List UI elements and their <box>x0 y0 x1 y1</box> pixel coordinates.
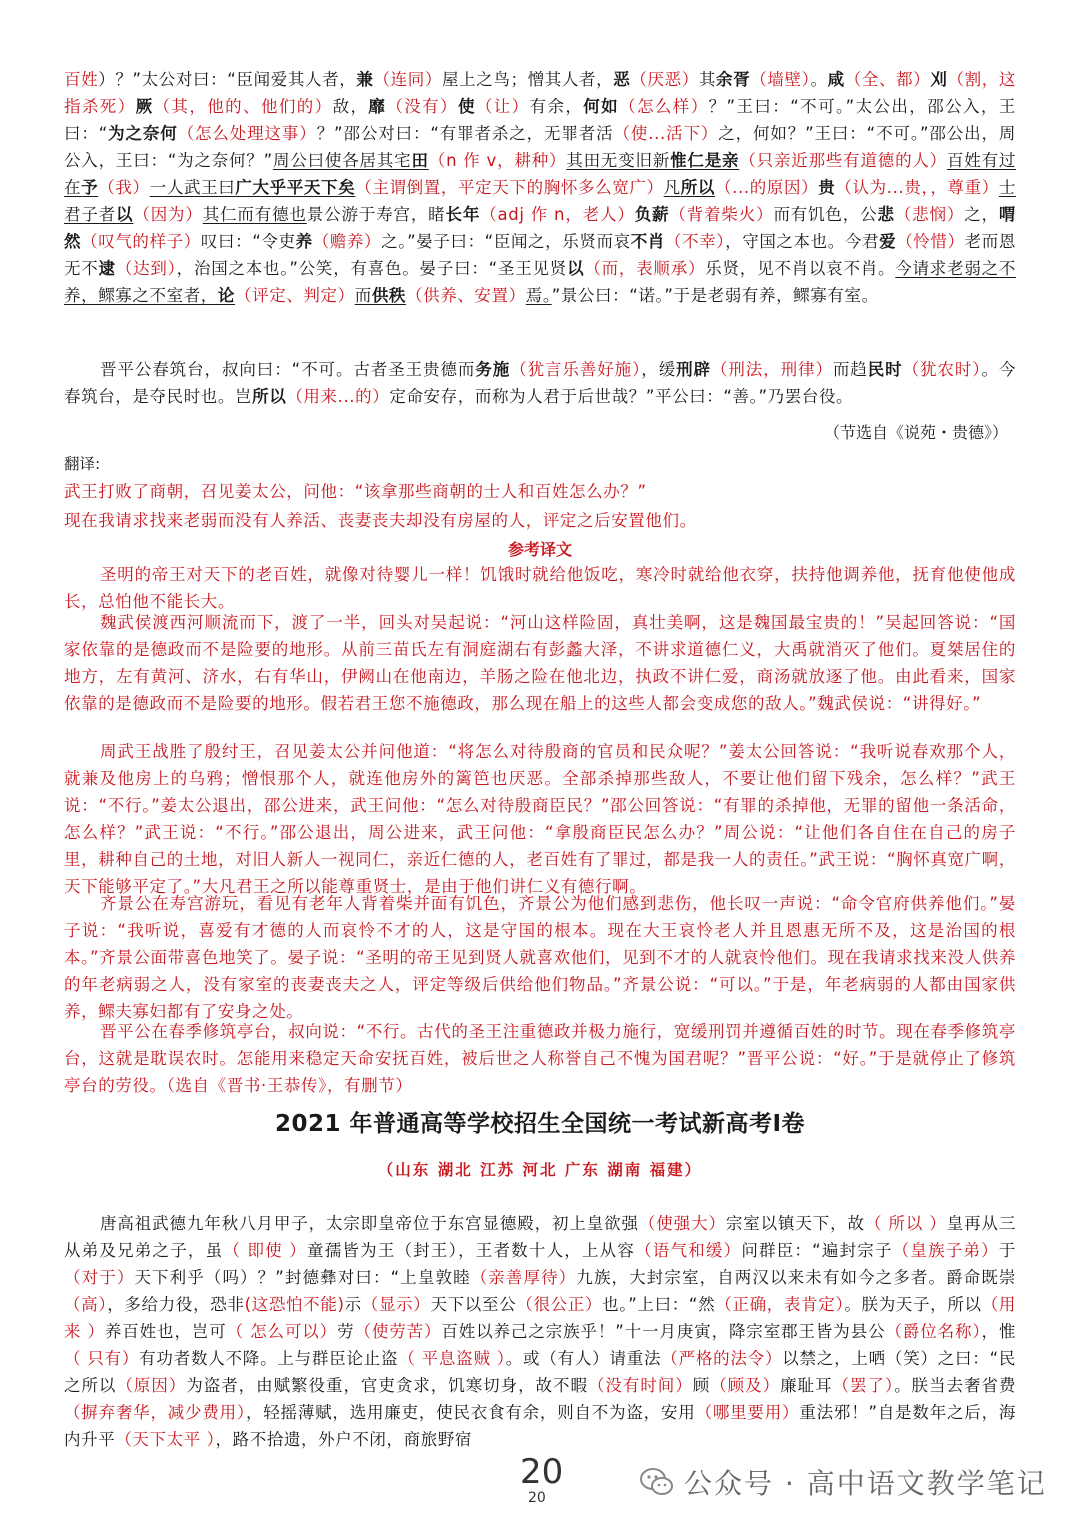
p3-segment: （爵位名称） <box>885 1322 982 1341</box>
p1-segment: 长年 <box>445 205 481 224</box>
p1-segment: （只亲近那些有道德的人） <box>739 151 947 170</box>
exam-title: 2021 年普通高等学校招生全国统一考试新高考Ⅰ卷 <box>274 1111 806 1137</box>
p3-segment: （ 即使 ） <box>223 1241 308 1260</box>
p1-segment: 爱 <box>879 232 897 251</box>
p1-segment: （连同） <box>373 70 442 89</box>
p3-segment: （原因） <box>116 1376 187 1395</box>
ref-paragraph-4: 齐景公在寿宫游玩，看见有老年人背着柴并面有饥色，齐景公为他们感到悲伤，他长叹一声说：“命令官府供养他们。”晏子说：“我听说，喜爱有才德的人而哀怜不才的人，这是守国的根本。现在大王哀怜老人并且恩惠无所不及，这是治国的根本。”齐景公面带喜色地笑了。晏子说：“圣明的帝王见到贤人就喜欢他们，见到不才的人就哀怜他们。现在我请求找来没人供养的年老病弱之人，没有家室的丧妻丧夫之人，评定等级后供给他们物品。”齐景公说：“可以。”于是，年老病弱的人都由国家供养，鳏夫寡妇都有了安身之处。 <box>64 894 1016 1021</box>
p1-segment: ，治国之本也。”公笑，有喜色。晏子曰：“圣王见贤 <box>176 259 568 278</box>
p3-segment: （哪里要用） <box>695 1403 800 1422</box>
p3-segment: 劳 <box>337 1322 355 1341</box>
p1-segment: 所以 <box>680 178 716 197</box>
p1-segment: （供养、安置） <box>406 286 526 305</box>
p1-segment: 恶 <box>613 70 631 89</box>
p3-segment: 。或（有人）请重法 <box>505 1349 662 1368</box>
p1-segment: 为之奈何 <box>107 124 178 143</box>
p1-segment: （因为） <box>133 205 203 224</box>
p1-segment: 其 <box>698 70 716 89</box>
p1-segment: 贵 <box>818 178 836 197</box>
p1-segment: 周公曰使各居其宅 <box>272 151 412 170</box>
p3-segment: 皇再从三从弟及兄弟之子，虽 <box>64 1214 1016 1260</box>
p1-segment: （叹气的样子） <box>81 232 201 251</box>
p1-segment: ？”邵公对曰：“有罪者杀之，无罪者活 <box>316 124 614 143</box>
p1-segment: 叹曰：“令吏 <box>200 232 296 251</box>
p1-segment: 惟仁是亲 <box>670 151 740 170</box>
page-number-small: 20 <box>528 1490 546 1506</box>
p1-segment: （怎么样） <box>619 97 709 116</box>
p2-segment: （刑法，刑律） <box>710 360 833 379</box>
p1-segment: ？”王曰：“不可。”太公出，邵公入，王曰：“ <box>64 97 1016 143</box>
p3-segment: 。朕当去奢省费 <box>894 1376 1016 1395</box>
p3-segment: （使强大） <box>638 1214 726 1233</box>
p2-segment: 而趋 <box>832 360 868 379</box>
p1-segment: 咸 <box>827 70 845 89</box>
p3-segment: （高） <box>64 1295 108 1314</box>
p2-segment: 所以 <box>252 387 287 406</box>
p2-segment: 晋平公春筑台，叔向曰：“不可。古者圣王贵德而 <box>100 360 476 379</box>
p3-segment: 于 <box>998 1241 1016 1260</box>
p1-segment: 负薪 <box>634 205 670 224</box>
p1-segment: 余胥 <box>715 70 751 89</box>
p1-segment: 乐贤，见不肖以哀不肖。 <box>705 259 896 278</box>
reference-translation-title: 参考译文 <box>507 540 572 559</box>
p1-segment: 之。”晏子曰：“臣闻之，乐贤而哀 <box>381 232 631 251</box>
p1-segment: （怎么处理这事） <box>177 124 317 143</box>
p1-segment: （...的原因） <box>715 178 819 197</box>
p1-segment: 厥 <box>135 97 154 116</box>
p1-segment: 不肖 <box>630 232 665 251</box>
p1-segment: 使 <box>457 97 476 116</box>
p3-segment: （正确，表肯定） <box>715 1295 845 1314</box>
p1-segment: （不幸） <box>664 232 726 251</box>
p1-segment: （主谓倒置，平定天下的胸怀多么宽广） <box>355 178 664 197</box>
p1-segment: 而有饥色，公 <box>773 205 878 224</box>
p1-segment: 景公游于寿宫，睹 <box>306 205 446 224</box>
p1-segment: 刈 <box>930 70 948 89</box>
p1-segment: （而，表顺承） <box>584 259 706 278</box>
watermark-text: 公众号 · 高中语文教学笔记 <box>684 1467 1047 1500</box>
p1-segment: 敌， <box>332 97 369 116</box>
p1-segment: （adj 作 n，老人） <box>480 205 635 224</box>
p1-segment: 一人武王曰 <box>149 178 236 197</box>
p1-segment: 广大乎平天下矣 <box>235 178 356 197</box>
p1-segment: （赡养） <box>312 232 382 251</box>
p1-segment: 喟然 <box>64 205 1016 251</box>
p3-segment: （ 所以 ） <box>864 1214 947 1233</box>
p1-segment: 之， <box>964 205 999 224</box>
p3-segment: （使劳苦） <box>354 1322 442 1341</box>
p1-segment: 靡 <box>368 97 387 116</box>
p3-segment: 重法邪！”自是数年之后，海内升平 <box>64 1403 1016 1449</box>
p3-segment: 示 <box>344 1295 362 1314</box>
p3-segment: (这恐怕不能) <box>244 1295 345 1314</box>
p1-segment: 以 <box>116 205 134 224</box>
p1-segment: 逮 <box>98 259 116 278</box>
p3-segment: （显示） <box>361 1295 431 1314</box>
classical-text-paragraph-2 <box>64 356 1016 410</box>
p3-segment: （皇族子弟） <box>892 1241 999 1260</box>
p1-segment: （认为...贵，，尊重） <box>835 178 999 197</box>
p3-segment: （严格的法令） <box>661 1349 783 1368</box>
p3-segment: 也。”上曰：“然 <box>602 1295 716 1314</box>
p1-segment: 而 <box>354 286 372 305</box>
p3-segment: 有功者数人不降。上与群臣论止盗 <box>139 1349 399 1368</box>
p3-segment: 以禁之，上哂（笑）之曰：“民之所以 <box>64 1349 1017 1395</box>
p1-segment: （没有） <box>386 97 458 116</box>
p3-segment: ，轻摇薄赋，选用廉吏，使民衣食有余，则自不为盗，安用 <box>245 1403 696 1422</box>
ref-paragraph-5: 晋平公在春季修筑亭台，叔向说：“不行。古代的圣王注重德政并极力施行，宽缓刑罚并遵循百姓的时节。现在春季修筑亭台，这就是耽误农时。怎能用来稳定天命安抚百姓，被后世之人称誉自己不愧为国君呢？”晋平公说：“好。”于是就停止了修筑亭台的劳役。（选自《晋书·王恭传》，有删节） <box>64 1022 1016 1095</box>
p1-segment: （我） <box>98 178 150 197</box>
p2-segment: 定命安存，而称为人君于后世哉？”平公曰：“善。”乃罢台役。 <box>389 387 854 406</box>
p1-segment: 论 <box>217 286 236 305</box>
p3-segment: （语气和缓） <box>635 1241 742 1260</box>
p1-segment: （厌恶） <box>630 70 699 89</box>
p3-segment: （天下太平 ） <box>115 1430 216 1449</box>
p3-segment: （对于） <box>64 1268 135 1287</box>
p3-segment: 天下以至公 <box>430 1295 517 1314</box>
p1-segment: 悲 <box>877 205 895 224</box>
source-citation: （节选自《说苑・贵德》） <box>823 423 1008 442</box>
p1-segment: 今请求老弱之不养，鳏寡之不室者， <box>64 259 1017 305</box>
p3-segment: （ 平息盗贼 ） <box>398 1349 506 1368</box>
p1-segment: ）？”太公对曰：“臣闻爱其人者， <box>98 70 357 89</box>
translation-line-2: 现在我请求找来老弱而没有人养活、丧妻丧夫却没有房屋的人，评定之后安置他们。 <box>64 511 697 530</box>
p3-segment: （很公正） <box>516 1295 603 1314</box>
p2-segment: 刑辟 <box>676 360 711 379</box>
p1-segment: （悲悯） <box>894 205 965 224</box>
p3-segment: 。朕为天子，所以 <box>844 1295 982 1314</box>
p1-segment: 予 <box>81 178 99 197</box>
p1-segment: 养 <box>295 232 313 251</box>
p3-segment: （ 怎么可以） <box>226 1322 338 1341</box>
p1-segment: ”景公曰：“诺。”于是老弱有养，鳏寡有室。 <box>551 286 879 305</box>
classical-text-paragraph-1 <box>64 66 1016 309</box>
p1-segment: 焉。 <box>525 286 552 305</box>
p1-segment: （背着柴火） <box>669 205 774 224</box>
p1-segment: 士君子者 <box>64 178 1016 224</box>
p2-segment: 务施 <box>475 360 511 379</box>
p3-segment: （罢了） <box>832 1376 895 1395</box>
p3-segment: 九族，大封宗室，自两汉以来未有如今之多者。爵命既崇 <box>576 1268 1017 1287</box>
p1-segment: 兼 <box>356 70 374 89</box>
p1-segment: 田 <box>411 151 429 170</box>
p3-segment: 问群臣：“遍封宗子 <box>741 1241 893 1260</box>
p1-segment: 凡 <box>663 178 681 197</box>
p1-segment: （n 作 v，耕种） <box>428 151 567 170</box>
p3-segment: （ 只有） <box>64 1349 140 1368</box>
page-number: 20 <box>520 1452 564 1492</box>
p1-segment: （评定、判定） <box>235 286 355 305</box>
p3-segment: ，惟 <box>981 1322 1017 1341</box>
ref-paragraph-2: 魏武侯渡西河顺流而下，渡了一半，回头对吴起说：“河山这样险固，真壮美啊，这是魏国最宝贵的！”吴起回答说：“国家依靠的是德政而不是险要的地形。从前三苗氏左有洞庭湖右有彭蠡大泽，不讲求道德仁义，大禹就消灭了他们。夏桀居住的地方，左有黄河、济水，右有华山，伊阙山在他南边，羊肠之险在他北边，执政不讲仁爱，商汤就放逐了他。由此看来，国家依靠的是德政而不是险要的地形。假若君王您不施德政，那么现在船上的这些人都会变成您的敌人。”魏武侯说：“讲得好。” <box>64 613 1016 713</box>
p1-segment: 。 <box>810 70 828 89</box>
wechat-icon <box>640 1467 674 1497</box>
ref-paragraph-1: 圣明的帝王对天下的老百姓，就像对待婴儿一样！饥饿时就给他饭吃，寒冷时就给他衣穿，扶持他调养他，抚育他使他成长，总怕他不能长大。 <box>64 565 1016 611</box>
p1-segment: （其，他的、他们的） <box>153 97 333 116</box>
p3-segment: （顾及） <box>710 1376 781 1395</box>
p3-segment: （摒弃奢华，减少费用） <box>64 1403 246 1422</box>
p1-segment: （墙壁） <box>750 70 811 89</box>
p3-segment: 廉耻耳 <box>780 1376 833 1395</box>
p3-segment: ，路不拾遗，外户不闭，商旅野宿 <box>215 1430 473 1449</box>
provinces-subtitle: （山东 湖北 江苏 河北 广东 湖南 福建） <box>377 1161 703 1179</box>
p1-segment: 百姓 <box>64 70 99 89</box>
p3-segment: （用来 ） <box>64 1295 1016 1341</box>
p3-segment: 养百姓也，岂可 <box>104 1322 227 1341</box>
p1-segment: 有余， <box>529 97 584 116</box>
p2-segment: 民时 <box>867 360 903 379</box>
p1-segment: 之，何如？”王曰：“不可。”邵公出，周公入，王曰：“为之奈何？” <box>64 124 1016 170</box>
p1-segment: （使...活下） <box>613 124 719 143</box>
p3-segment: 唐高祖武德九年秋八月甲子，太宗即皇帝位于东宫显德殿，初上皇欲强 <box>100 1214 639 1233</box>
exam-passage-paragraph <box>64 1210 1016 1453</box>
p1-segment: 屋上之鸟；憎其人者， <box>441 70 614 89</box>
p3-segment: 童孺皆为王（封王），王者数十人，上从容 <box>307 1241 636 1260</box>
p2-segment: （用来...的） <box>286 387 390 406</box>
p3-segment: 顾 <box>692 1376 711 1395</box>
p2-segment: （犹言乐善好施） <box>510 360 642 379</box>
p1-segment: 百姓有过在 <box>64 151 1017 197</box>
p2-segment: 。今春筑台，是夺民时也。岂 <box>64 360 1016 406</box>
p2-segment: （犹农时） <box>902 360 982 379</box>
p1-segment: 供秩 <box>371 286 407 305</box>
p1-segment: （怜惜） <box>896 232 965 251</box>
p1-segment: 以 <box>567 259 585 278</box>
p1-segment: （达到） <box>115 259 177 278</box>
p1-segment: 其仁而有德也 <box>202 205 307 224</box>
p3-segment: 百姓以养己之宗族乎！”十一月庚寅，降宗室郡王皆为县公 <box>441 1322 886 1341</box>
p2-segment: ，缓 <box>641 360 677 379</box>
p1-segment: 何如 <box>583 97 620 116</box>
ref-paragraph-3: 周武王战胜了殷纣王，召见姜太公并问他道：“将怎么对待殷商的官员和民众呢？”姜太公回答说：“我听说春欢那个人，就兼及他房上的乌鸦；憎恨那个人，就连他房外的篱笆也厌恶。全部杀掉那些敌人，不要让他们留下残余，怎么样？”武王说：“不行。”姜太公退出，邵公进来，武王问他：“怎么对待殷商臣民？”邵公回答说：“有罪的杀掉他，无罪的留他一条活命，怎么样？”武王说：“不行。”邵公退出，周公进来，武王问他：“拿殷商臣民怎么办？”周公说：“让他们各自住在自己的房子里，耕种自己的土地，对旧人新人一视同仁，亲近仁德的人，老百姓有了罪过，都是我一人的责任。”武王说：“胸怀真宽广啊，天下能够平定了。”大凡君王之所以能尊重贤士，是由于他们讲仁义有德行啊。 <box>64 742 1016 896</box>
p3-segment: （亲善厚待） <box>470 1268 577 1287</box>
p3-segment: 天下利乎（吗）？”封德彝对曰：“上皇敦睦 <box>134 1268 471 1287</box>
p1-segment: ，守国之本也。今君 <box>725 232 880 251</box>
p3-segment: ，多给力役，恐非 <box>107 1295 245 1314</box>
p1-segment: （割，这指杀死） <box>64 70 1016 116</box>
p1-segment: （全、都） <box>844 70 931 89</box>
p3-segment: 为盗者，由赋繁役重，官吏贪求，饥寒切身，故不暇 <box>186 1376 588 1395</box>
p1-segment: （让） <box>475 97 530 116</box>
p1-segment: 其田无变旧新 <box>566 151 671 170</box>
translation-label: 翻译: <box>64 455 101 473</box>
p3-segment: （没有时间） <box>587 1376 693 1395</box>
p3-segment: 宗室以镇天下，故 <box>725 1214 865 1233</box>
watermark <box>640 1462 1047 1502</box>
translation-line-1: 武王打败了商朝，召见姜太公，问他：“该拿那些商朝的士人和百姓怎么办？” <box>64 482 647 501</box>
p1-segment: 老而恩无不 <box>64 232 1016 278</box>
